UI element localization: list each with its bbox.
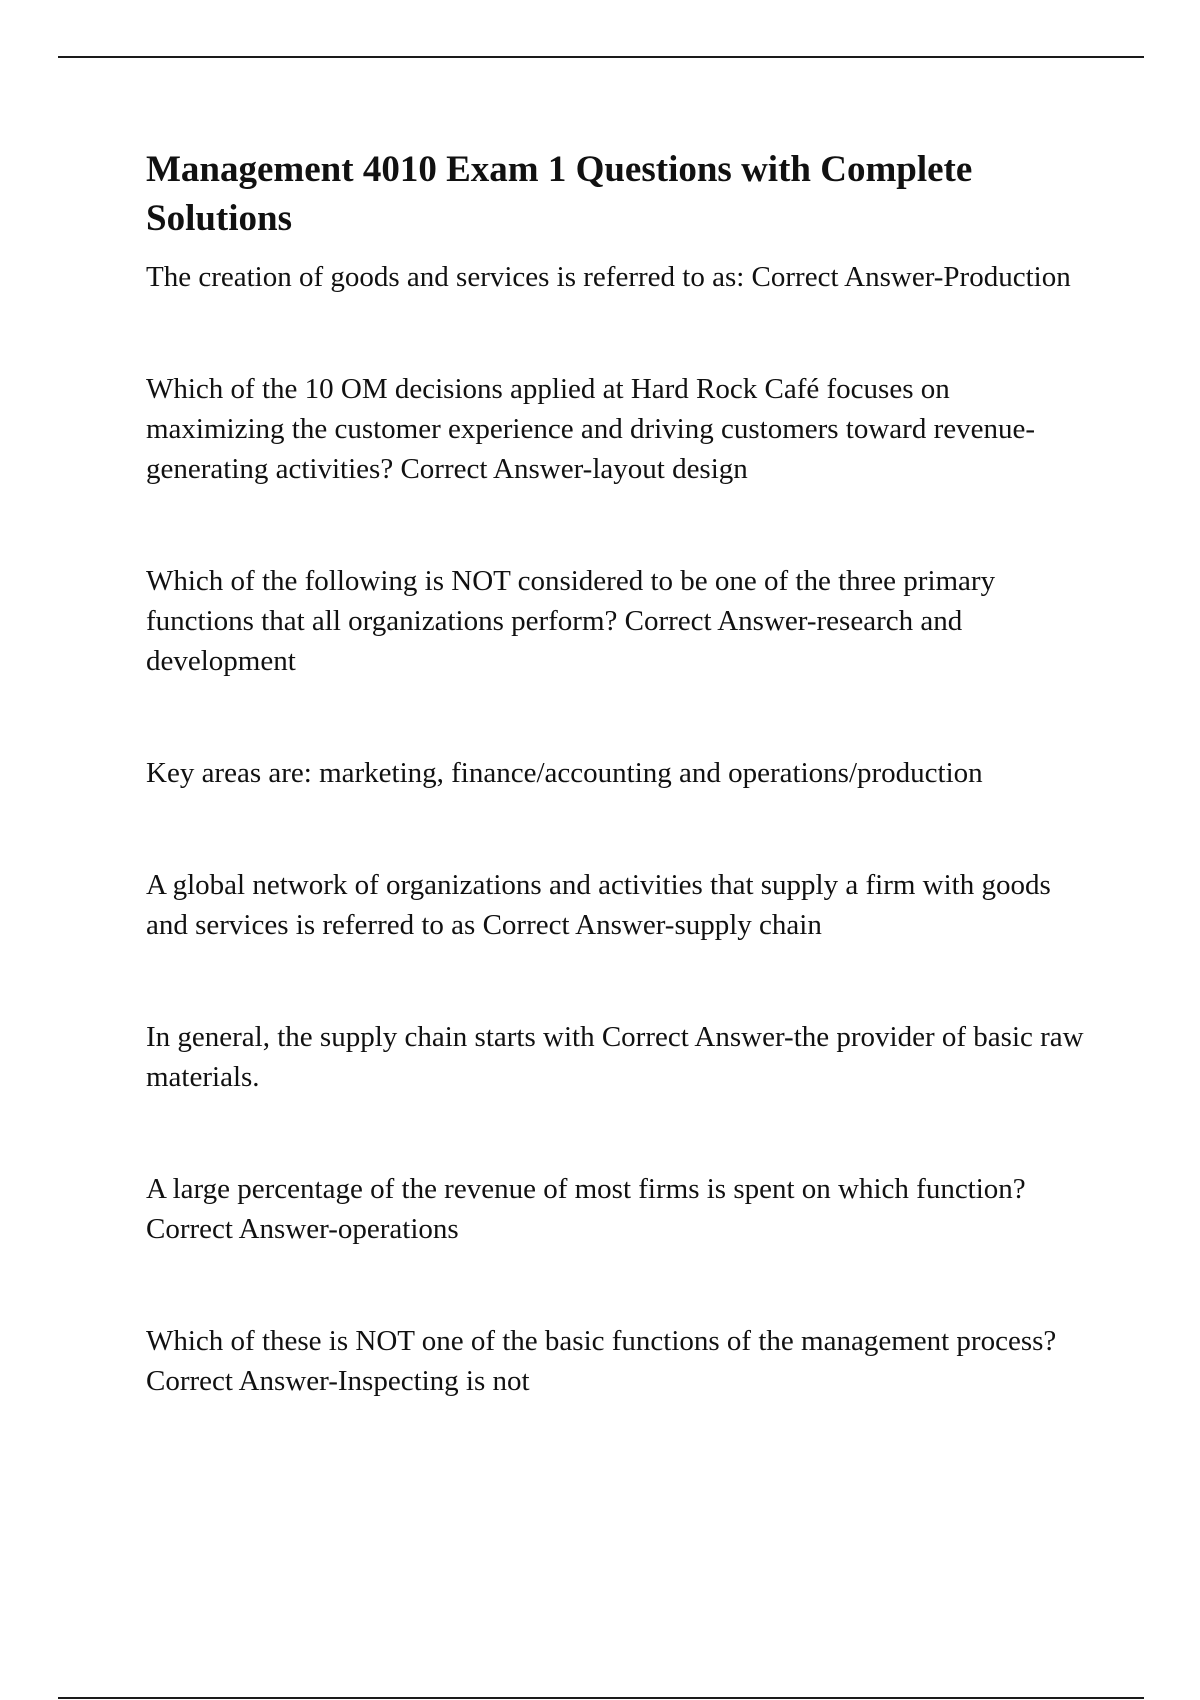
qa-item-7: A large percentage of the revenue of most firms is spent on which function? Correct Answer-operations xyxy=(146,1173,1026,1245)
qa-item-4: Key areas are: marketing, finance/accounting and operations/production xyxy=(146,757,983,789)
qa-item-1: The creation of goods and services is referred to as: Correct Answer-Production xyxy=(146,261,1071,293)
qa-item-8: Which of these is NOT one of the basic functions of the management process? Correct Answer-Inspecting is not xyxy=(146,1325,1057,1397)
qa-item-3: Which of the following is NOT considered to be one of the three primary functions that all organizations perform? Correct Answer-research and development xyxy=(146,565,996,677)
qa-item-6: In general, the supply chain starts with Correct Answer-the provider of basic raw materials. xyxy=(146,1021,1084,1093)
bottom-rule xyxy=(58,1697,1144,1699)
qa-item-2: Which of the 10 OM decisions applied at Hard Rock Café focuses on maximizing the customer experience and driving customers toward revenue-generating activities? Correct Answer-layout design xyxy=(146,373,1036,485)
document-body xyxy=(146,145,1086,1401)
qa-item-5: A global network of organizations and activities that supply a firm with goods and services is referred to as Correct Answer-supply chain xyxy=(146,869,1051,941)
document-title: Management 4010 Exam 1 Questions with Complete Solutions xyxy=(146,149,973,239)
top-rule xyxy=(58,56,1144,58)
